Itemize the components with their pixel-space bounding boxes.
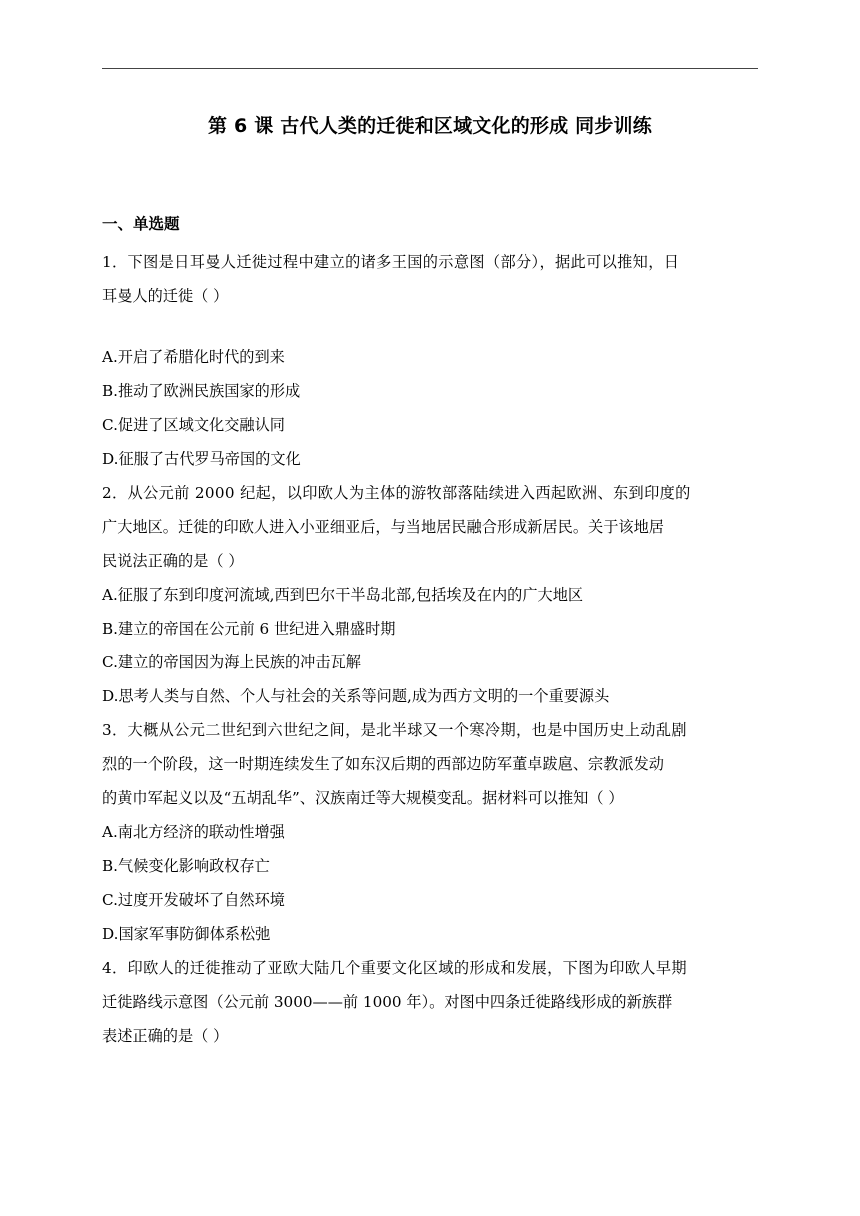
question-3-option-a: A.南北方经济的联动性增强	[102, 823, 285, 841]
question-3-stem-line-3: 的黄巾军起义以及“五胡乱华”、汉族南迁等大规模变乱。据材料可以推知（ ）	[102, 789, 624, 807]
question-3-option-d: D.国家军事防御体系松弛	[102, 925, 271, 943]
question-3-stem-line-2: 烈的一个阶段，这一时期连续发生了如东汉后期的西部边防军董卓跋扈、宗教派发动	[102, 755, 664, 773]
question-3-option-b: B.气候变化影响政权存亡	[102, 857, 270, 875]
question-4-stem-line-2: 迁徙路线示意图（公元前 3000——前 1000 年）。对图中四条迁徙路线形成的新族群	[102, 993, 673, 1011]
question-1-option-c: C.促进了区域文化交融认同	[102, 416, 285, 434]
question-1-option-b: B.推动了欧洲民族国家的形成	[102, 382, 301, 400]
question-3-stem-line-1: 3．大概从公元二世纪到六世纪之间，是北半球又一个寒冷期，也是中国历史上动乱剧	[102, 721, 687, 739]
question-2-stem-line-2: 广大地区。迁徙的印欧人进入小亚细亚后，与当地居民融合形成新居民。关于该地居	[102, 518, 664, 536]
question-2-option-a: A.征服了东到印度河流域,西到巴尔干半岛北部,包括埃及在内的广大地区	[102, 586, 584, 604]
question-2-option-b: B.建立的帝国在公元前 6 世纪进入鼎盛时期	[102, 620, 396, 638]
header-rule	[102, 68, 758, 69]
question-1-option-a: A.开启了希腊化时代的到来	[102, 348, 285, 366]
question-4-stem-line-1: 4．印欧人的迁徙推动了亚欧大陆几个重要文化区域的形成和发展，下图为印欧人早期	[102, 959, 687, 977]
question-2-option-c: C.建立的帝国因为海上民族的冲击瓦解	[102, 653, 361, 671]
question-3-option-c: C.过度开发破坏了自然环境	[102, 891, 285, 909]
question-2-stem-line-3: 民说法正确的是（ ）	[102, 552, 244, 570]
question-4-stem-line-3: 表述正确的是（ ）	[102, 1027, 229, 1045]
question-2-option-d: D.思考人类与自然、个人与社会的关系等问题,成为西方文明的一个重要源头	[102, 687, 610, 705]
section-heading: 一、单选题	[102, 215, 180, 233]
question-1-stem-line-1: 1．下图是日耳曼人迁徙过程中建立的诸多王国的示意图（部分），据此可以推知，日	[102, 253, 680, 271]
question-2-stem-line-1: 2．从公元前 2000 纪起，以印欧人为主体的游牧部落陆续进入西起欧洲、东到印度的	[102, 484, 691, 502]
document-title: 第 6 课 古代人类的迁徙和区域文化的形成 同步训练	[208, 115, 652, 137]
question-1-option-d: D.征服了古代罗马帝国的文化	[102, 450, 301, 468]
question-1-stem-line-2: 耳曼人的迁徙（ ）	[102, 287, 229, 305]
